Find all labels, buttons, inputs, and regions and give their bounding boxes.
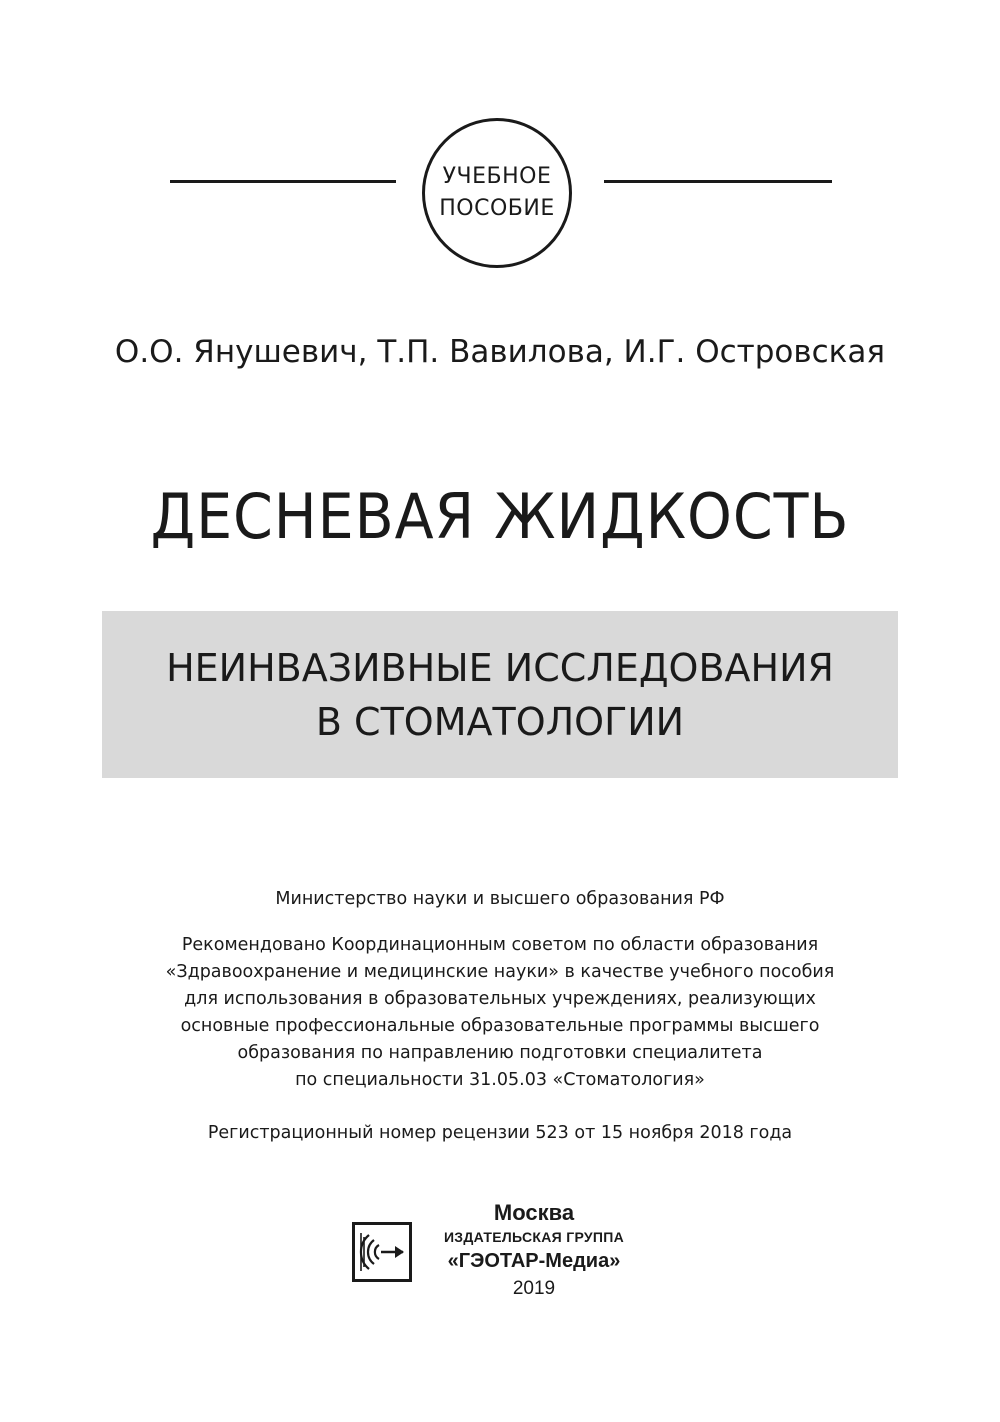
badge-line-1: УЧЕБНОЕ [442, 164, 552, 189]
decorative-rule-left [170, 180, 396, 183]
publisher-name: «ГЭОТАР-Медиа» [447, 1250, 621, 1272]
subtitle-line-2: В СТОМАТОЛОГИИ [315, 699, 685, 744]
subtitle-line-1: НЕИНВАЗИВНЫЕ ИССЛЕДОВАНИЯ [166, 645, 834, 690]
recommendation-line: для использования в образовательных учреждениях, реализующих [184, 989, 816, 1009]
recommendation-line: Рекомендовано Координационным советом по области образования [181, 935, 819, 955]
recommendation-line: по специальности 31.05.03 «Стоматология» [295, 1070, 705, 1090]
publisher-block [420, 1200, 648, 1304]
publication-year: 2019 [512, 1278, 556, 1299]
textbook-badge [422, 118, 572, 268]
recommendation-line: образования по направлению подготовки специалитета [237, 1043, 763, 1063]
decorative-rule-right [604, 180, 832, 183]
book-title: ДЕСНЕВАЯ ЖИДКОСТЬ [150, 480, 850, 553]
registration-line: Регистрационный номер рецензии 523 от 15 ноября 2018 года [207, 1123, 793, 1143]
ministry-line: Министерство науки и высшего образования РФ [275, 889, 725, 909]
publisher-group: ИЗДАТЕЛЬСКАЯ ГРУППА [443, 1229, 625, 1245]
geotar-logo-graphic [355, 1225, 409, 1279]
authors: О.О. Янушевич, Т.П. Вавилова, И.Г. Островская [114, 334, 886, 370]
recommendation-block [0, 932, 1000, 1094]
recommendation-line: «Здравоохранение и медицинские науки» в качестве учебного пособия [165, 962, 835, 982]
geotar-logo-icon [352, 1222, 412, 1282]
publisher-city: Москва [493, 1200, 575, 1225]
subtitle-box [102, 611, 898, 778]
badge-line-2: ПОСОБИЕ [439, 196, 555, 221]
recommendation-line: основные профессиональные образовательные программы высшего [180, 1016, 820, 1036]
